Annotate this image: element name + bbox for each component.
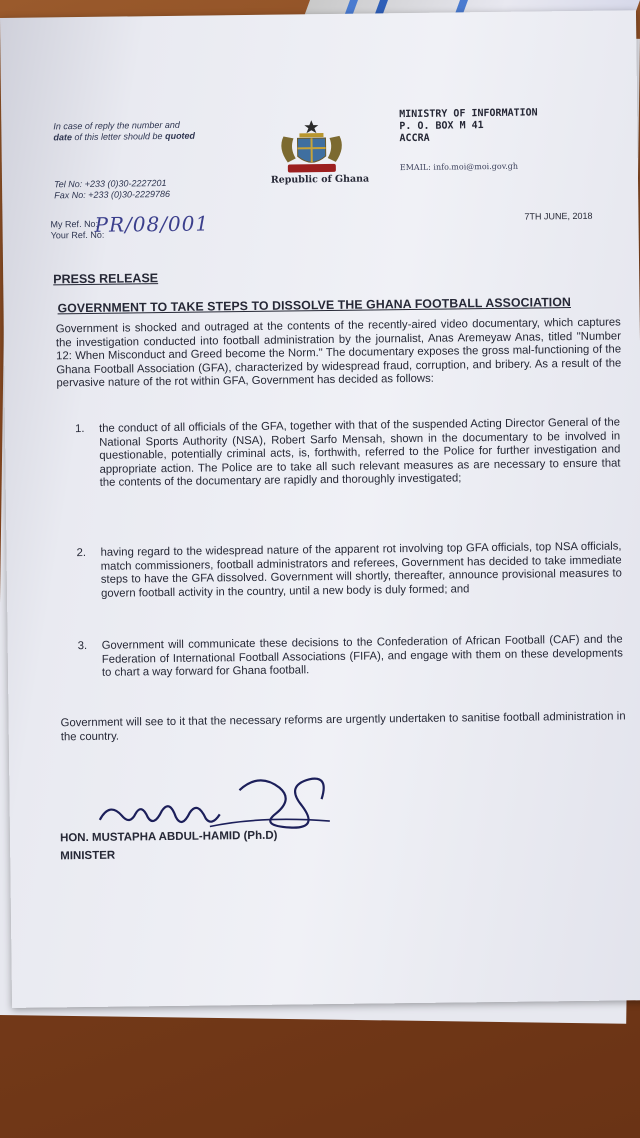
reply-note-mid: of this letter should be (71, 130, 166, 143)
ministry-line-3: ACCRA (399, 132, 430, 145)
list-item (78, 633, 624, 700)
list-number: 1. (74, 422, 85, 436)
press-release-letter (0, 10, 640, 1008)
ministry-line-1: MINISTRY OF INFORMATION (399, 107, 538, 121)
republic-of-ghana: Republic of Ghana (270, 173, 370, 186)
reply-note-line2 (53, 130, 253, 143)
intro-paragraph: Government is shocked and outraged at the contents of the recently-aired video documentary, which captures the investigation conducted into football administration by the journalist, Anas Aremeyaw Anas, titled "Number 12: When Misconduct and Greed become the Norm." The documentary exposes the gross mal-functioning of the Ghana Football Association (GFA), characterized by widespread fraud, corruption, and bribery. As a result of the pervasive nature of the rot within GFA, Government has decided as follows: (55, 316, 622, 390)
list-item (76, 540, 622, 627)
tel-number: Tel No: +233 (0)30-2227201 (53, 177, 167, 190)
reply-note-line1: In case of reply the number and (53, 119, 180, 132)
list-number: 2. (76, 546, 87, 560)
my-ref-label: My Ref. No: (50, 218, 99, 230)
signatory-title: MINISTER (60, 849, 116, 863)
contact-numbers (54, 177, 254, 201)
list-text: Government will communicate these decisions to the Confederation of African Football (CAF) and the Federation of International Football Associations (FIFA), and engage with them on these developments to chart a way forward for Ghana football. (101, 633, 623, 679)
letter-date: 7TH JUNE, 2018 (524, 210, 593, 222)
ministry-email: EMAIL: info.moi@moi.gov.gh (399, 161, 519, 173)
ministry-line-2: P. O. BOX M 41 (399, 120, 484, 133)
list-item (75, 416, 621, 533)
ghana-coat-of-arms-icon (269, 118, 354, 177)
ministry-address (399, 107, 599, 145)
headline: GOVERNMENT TO TAKE STEPS TO DISSOLVE THE GHANA FOOTBALL ASSOCIATION (57, 295, 572, 316)
your-ref-label: Your Ref. No: (50, 229, 105, 241)
press-release-heading: PRESS RELEASE (53, 271, 159, 287)
reply-note-date: date (53, 132, 73, 143)
reply-note-quoted: quoted (164, 130, 196, 141)
signatory-name: HON. MUSTAPHA ABDUL-HAMID (Ph.D) (59, 829, 278, 845)
closing-paragraph: Government will see to it that the necessary reforms are urgently undertaken to sanitise football administration in the country. (60, 710, 626, 743)
handwritten-reference: PR/08/001 (94, 211, 210, 237)
list-number: 3. (77, 639, 88, 653)
fax-number: Fax No: +233 (0)30-2229786 (54, 188, 171, 201)
list-text: the conduct of all officials of the GFA, together with that of the suspended Acting Director General of the National Sports Authority (NSA), Robert Sarfo Mensah, shown in the documentary to be involved in questionable, potentially criminal acts, is, forthwith, referred to the Police for further investigation and appropriate action. The Police are to take all such relevant measures as are necessary to ensure that the contents of the documentary are rapidly and thoroughly investigated; (98, 416, 621, 490)
reply-note (53, 119, 253, 143)
list-text: having regard to the widespread nature of the apparent rot involving top GFA officials, top NSA officials, match commissioners, football administrators and referees, Government has decided to take immediate steps to have the GFA dissolved. Government will shortly, thereafter, announce provisional measures to govern football activity in the country, until a new body is duly formed; and (100, 540, 622, 600)
